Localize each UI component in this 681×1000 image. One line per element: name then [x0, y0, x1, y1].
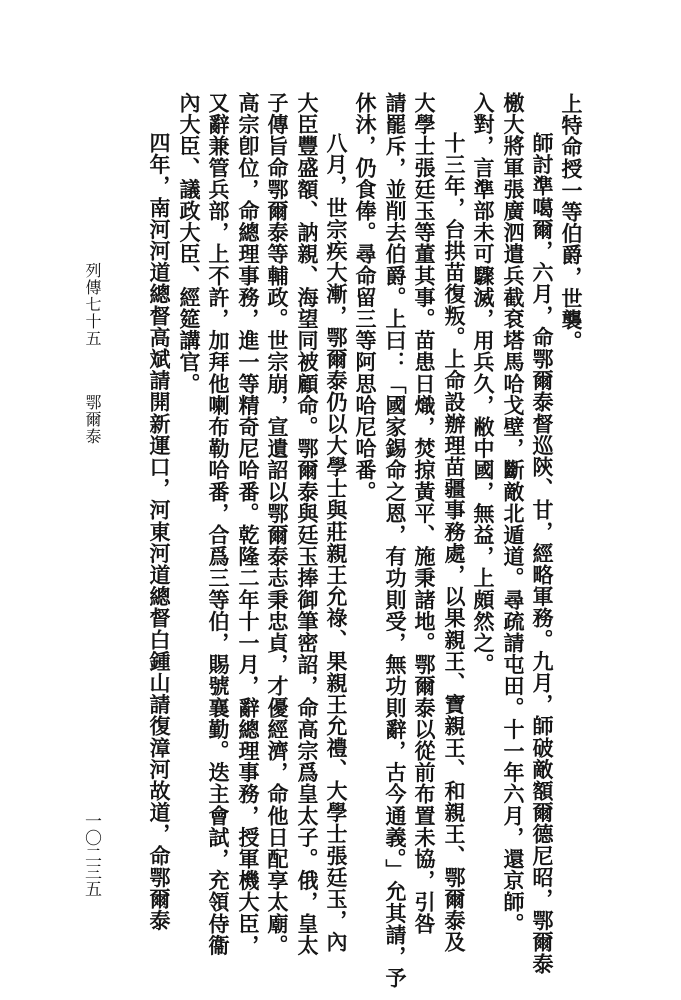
- running-header-name: 鄂爾泰: [83, 394, 102, 445]
- text-column-4: 入對，言準部未可驟滅，用兵久，敝中國，無益，上頗然之。: [471, 92, 496, 676]
- text-column-11: 子傳旨命鄂爾泰等輔政。世宗崩，宣遺詔以鄂爾泰志秉忠貞，才優經濟，命他日配享太廟。: [265, 92, 290, 956]
- text-column-6: 大學士張廷玉等董其事。苗患日熾，焚掠黃平、施秉諸地。鄂爾泰以從前布置未協，引咎: [412, 92, 437, 935]
- text-column-13: 又辭兼管兵部，上不許，加拜他喇布勒哈番，合爲三等伯，賜號襄勤。迭主會試，充領侍衞: [206, 92, 231, 956]
- text-column-9: 八月，世宗疾大漸，鄂爾泰仍以大學士與莊親王允祿、果親王允禮、大學士張廷玉，內: [324, 132, 349, 953]
- page-number: 一〇二三五: [81, 812, 101, 897]
- text-column-1: 上特命授一等伯爵，世襲。: [559, 93, 584, 353]
- text-column-5: 十三年，台拱苗復叛。上命設辦理苗疆事務處，以果親王、寶親王、和親王、鄂爾泰及: [442, 132, 467, 953]
- text-column-8: 休沐，仍食俸。尋命留三等阿思哈尼哈番。: [353, 92, 378, 503]
- text-column-14: 內大臣、議政大臣、經筵講官。: [177, 92, 202, 395]
- text-column-7: 請罷斥，並削去伯爵。上曰：「國家錫命之恩，有功則受，無功則辭，古今通義。」允其請，予: [383, 92, 408, 989]
- running-header-chapter: 列傳七十五: [83, 262, 102, 347]
- text-column-10: 大臣豐盛額、訥親、海望同被顧命。鄂爾泰與廷玉捧御筆密詔，命高宗爲皇太子。俄，皇太: [295, 92, 320, 956]
- text-column-15: 四年，南河河道總督高斌請開新運口，河東河道總督白鍾山請復漳河故道，命鄂爾泰: [147, 132, 172, 932]
- text-column-3: 檄大將軍張廣泗遣兵截袞塔馬哈戈壁，斷敵北遁道。尋疏請屯田。十一年六月，還京師。: [501, 92, 526, 935]
- text-column-2: 師討準噶爾，六月，命鄂爾泰督巡陝、甘，經略軍務。九月，師破敵額爾德尼昭，鄂爾泰: [530, 132, 555, 975]
- text-column-12: 高宗卽位，命總理事務，進一等精奇尼哈番。乾隆二年十一月，辭總理事務，授軍機大臣，: [236, 92, 261, 956]
